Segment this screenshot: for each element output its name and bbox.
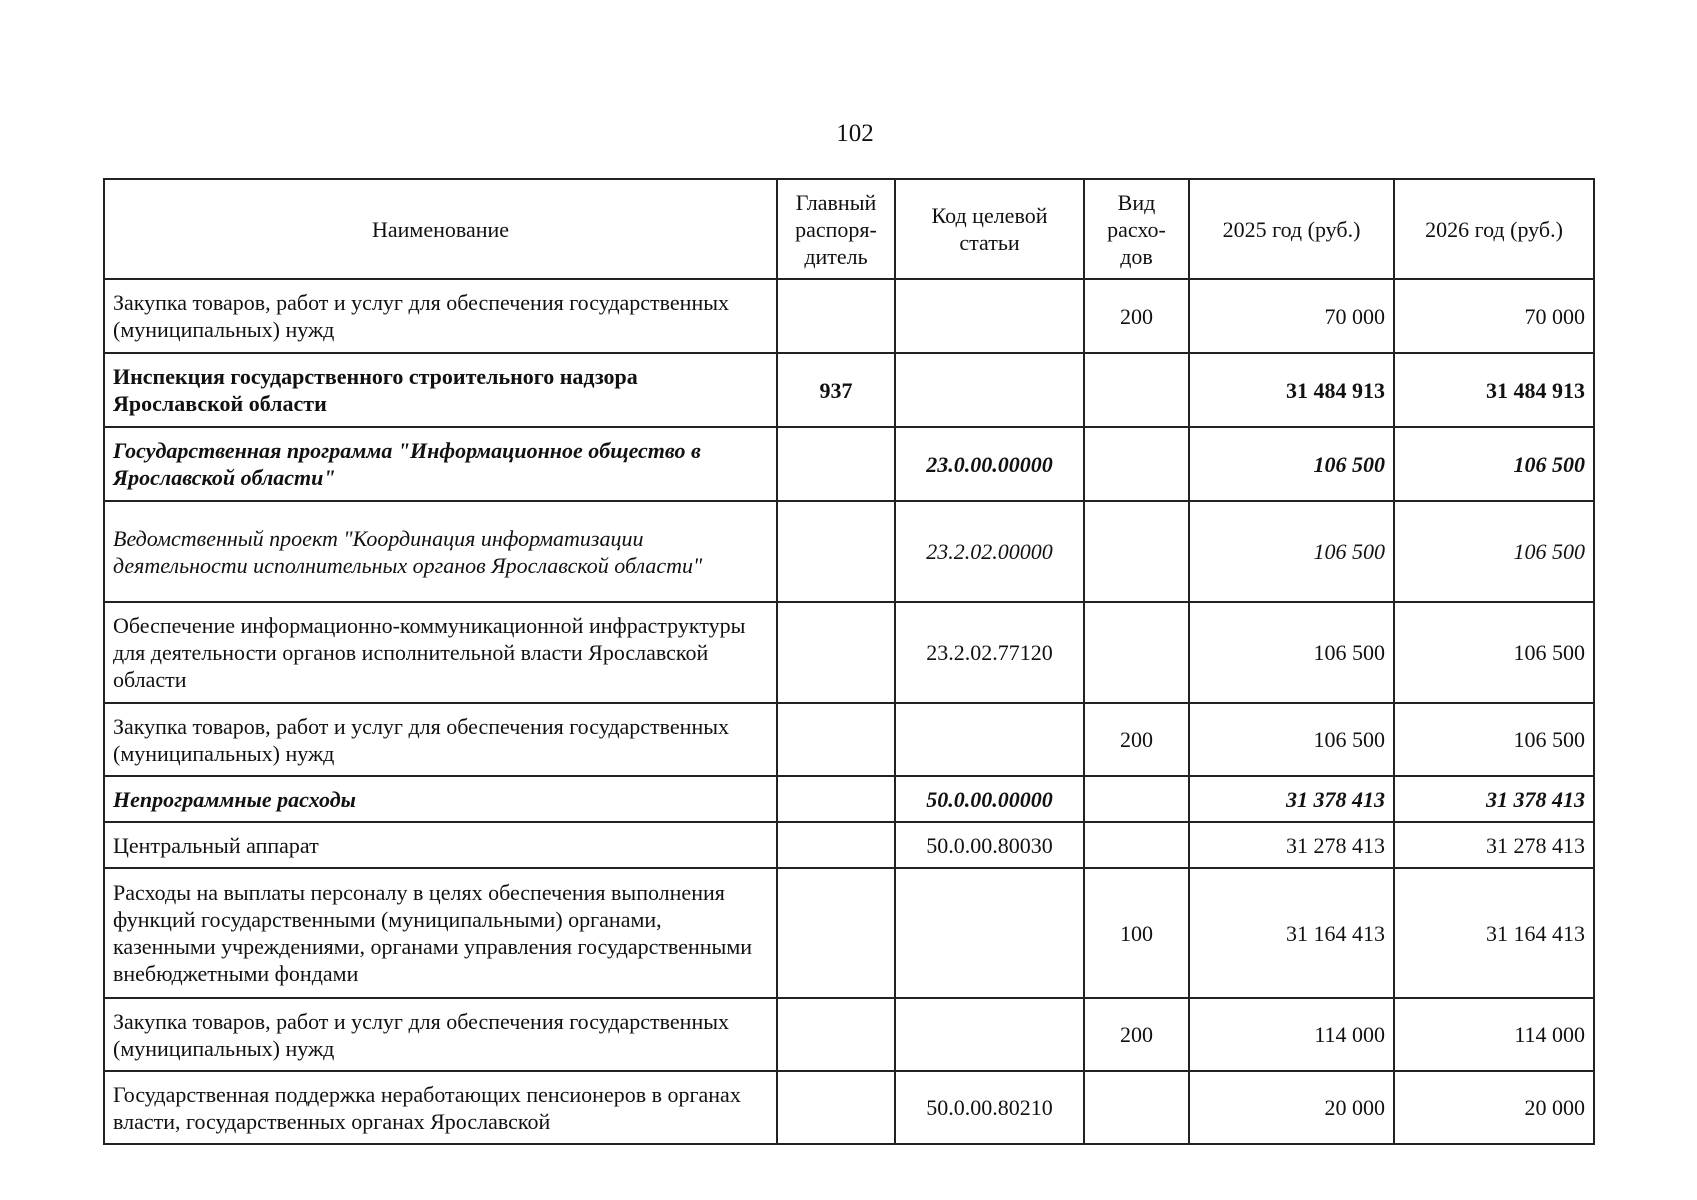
row-2025: 114 000 <box>1189 998 1394 1071</box>
row-2025: 106 500 <box>1189 602 1394 703</box>
row-2026: 106 500 <box>1394 501 1594 602</box>
row-type: 200 <box>1084 998 1189 1071</box>
row-2026: 106 500 <box>1394 703 1594 776</box>
row-code <box>895 279 1084 353</box>
row-name: Инспекция государственного строительного надзора Ярославской области <box>104 353 777 427</box>
table-row <box>104 279 1594 353</box>
row-name: Ведомственный проект "Координация информатизации деятельности исполнительных органов Ярославской области" <box>104 501 777 602</box>
row-name: Закупка товаров, работ и услуг для обеспечения государственных (муниципальных) нужд <box>104 703 777 776</box>
row-code <box>895 703 1084 776</box>
row-name: Государственная программа "Информационное общество в Ярославской области" <box>104 427 777 501</box>
row-code <box>895 998 1084 1071</box>
row-2026: 31 484 913 <box>1394 353 1594 427</box>
row-name: Закупка товаров, работ и услуг для обеспечения государственных (муниципальных) нужд <box>104 998 777 1071</box>
row-type <box>1084 1071 1189 1144</box>
header-year-2026: 2026 год (руб.) <box>1394 179 1594 279</box>
row-2026: 31 278 413 <box>1394 822 1594 868</box>
row-2025: 20 000 <box>1189 1071 1394 1144</box>
header-target-code: Код целевой статьи <box>895 179 1084 279</box>
table-row <box>104 602 1594 703</box>
row-2025: 70 000 <box>1189 279 1394 353</box>
row-type <box>1084 776 1189 822</box>
row-2026: 31 164 413 <box>1394 868 1594 998</box>
row-type <box>1084 822 1189 868</box>
row-code <box>895 353 1084 427</box>
table-row <box>104 998 1594 1071</box>
row-manager <box>777 427 895 501</box>
row-manager <box>777 868 895 998</box>
row-2026: 20 000 <box>1394 1071 1594 1144</box>
row-2025: 106 500 <box>1189 501 1394 602</box>
row-type <box>1084 501 1189 602</box>
row-code: 23.2.02.00000 <box>895 501 1084 602</box>
row-code <box>895 868 1084 998</box>
row-name: Обеспечение информационно-коммуникационной инфраструктуры для деятельности органов исполнительной власти Ярославской области <box>104 602 777 703</box>
table-header-row <box>104 179 1594 279</box>
header-expense-type: Вид расхо-дов <box>1084 179 1189 279</box>
row-code: 23.0.00.00000 <box>895 427 1084 501</box>
row-manager <box>777 998 895 1071</box>
row-name: Государственная поддержка неработающих пенсионеров в органах власти, государственных органах Ярославской <box>104 1071 777 1144</box>
row-2026: 106 500 <box>1394 602 1594 703</box>
header-name: Наименование <box>104 179 777 279</box>
table-row <box>104 353 1594 427</box>
row-2025: 31 164 413 <box>1189 868 1394 998</box>
table-row <box>104 776 1594 822</box>
row-2025: 31 278 413 <box>1189 822 1394 868</box>
row-2026: 31 378 413 <box>1394 776 1594 822</box>
row-2026: 114 000 <box>1394 998 1594 1071</box>
row-manager <box>777 501 895 602</box>
row-2025: 106 500 <box>1189 703 1394 776</box>
row-2025: 106 500 <box>1189 427 1394 501</box>
header-main-manager: Главный распоря-дитель <box>777 179 895 279</box>
row-manager: 937 <box>777 353 895 427</box>
table-row <box>104 501 1594 602</box>
row-type <box>1084 602 1189 703</box>
table-row <box>104 868 1594 998</box>
row-manager <box>777 822 895 868</box>
table-row <box>104 1071 1594 1144</box>
row-manager <box>777 602 895 703</box>
row-2026: 106 500 <box>1394 427 1594 501</box>
row-code: 23.2.02.77120 <box>895 602 1084 703</box>
row-2025: 31 484 913 <box>1189 353 1394 427</box>
page-number: 102 <box>836 120 874 147</box>
budget-table <box>103 178 1595 1145</box>
row-code: 50.0.00.00000 <box>895 776 1084 822</box>
row-code: 50.0.00.80210 <box>895 1071 1084 1144</box>
row-manager <box>777 1071 895 1144</box>
row-name: Расходы на выплаты персоналу в целях обеспечения выполнения функций государственными (муниципальными) органами, казенными учреждениями, органами управления государственными внебюджетными фондами <box>104 868 777 998</box>
row-2025: 31 378 413 <box>1189 776 1394 822</box>
header-year-2025: 2025 год (руб.) <box>1189 179 1394 279</box>
row-manager <box>777 776 895 822</box>
row-manager <box>777 279 895 353</box>
row-type: 100 <box>1084 868 1189 998</box>
row-2026: 70 000 <box>1394 279 1594 353</box>
row-name: Непрограммные расходы <box>104 776 777 822</box>
row-code: 50.0.00.80030 <box>895 822 1084 868</box>
row-type <box>1084 427 1189 501</box>
row-type: 200 <box>1084 703 1189 776</box>
table-row <box>104 427 1594 501</box>
row-name: Закупка товаров, работ и услуг для обеспечения государственных (муниципальных) нужд <box>104 279 777 353</box>
row-manager <box>777 703 895 776</box>
row-type: 200 <box>1084 279 1189 353</box>
table-row <box>104 822 1594 868</box>
table-row <box>104 703 1594 776</box>
row-type <box>1084 353 1189 427</box>
row-name: Центральный аппарат <box>104 822 777 868</box>
